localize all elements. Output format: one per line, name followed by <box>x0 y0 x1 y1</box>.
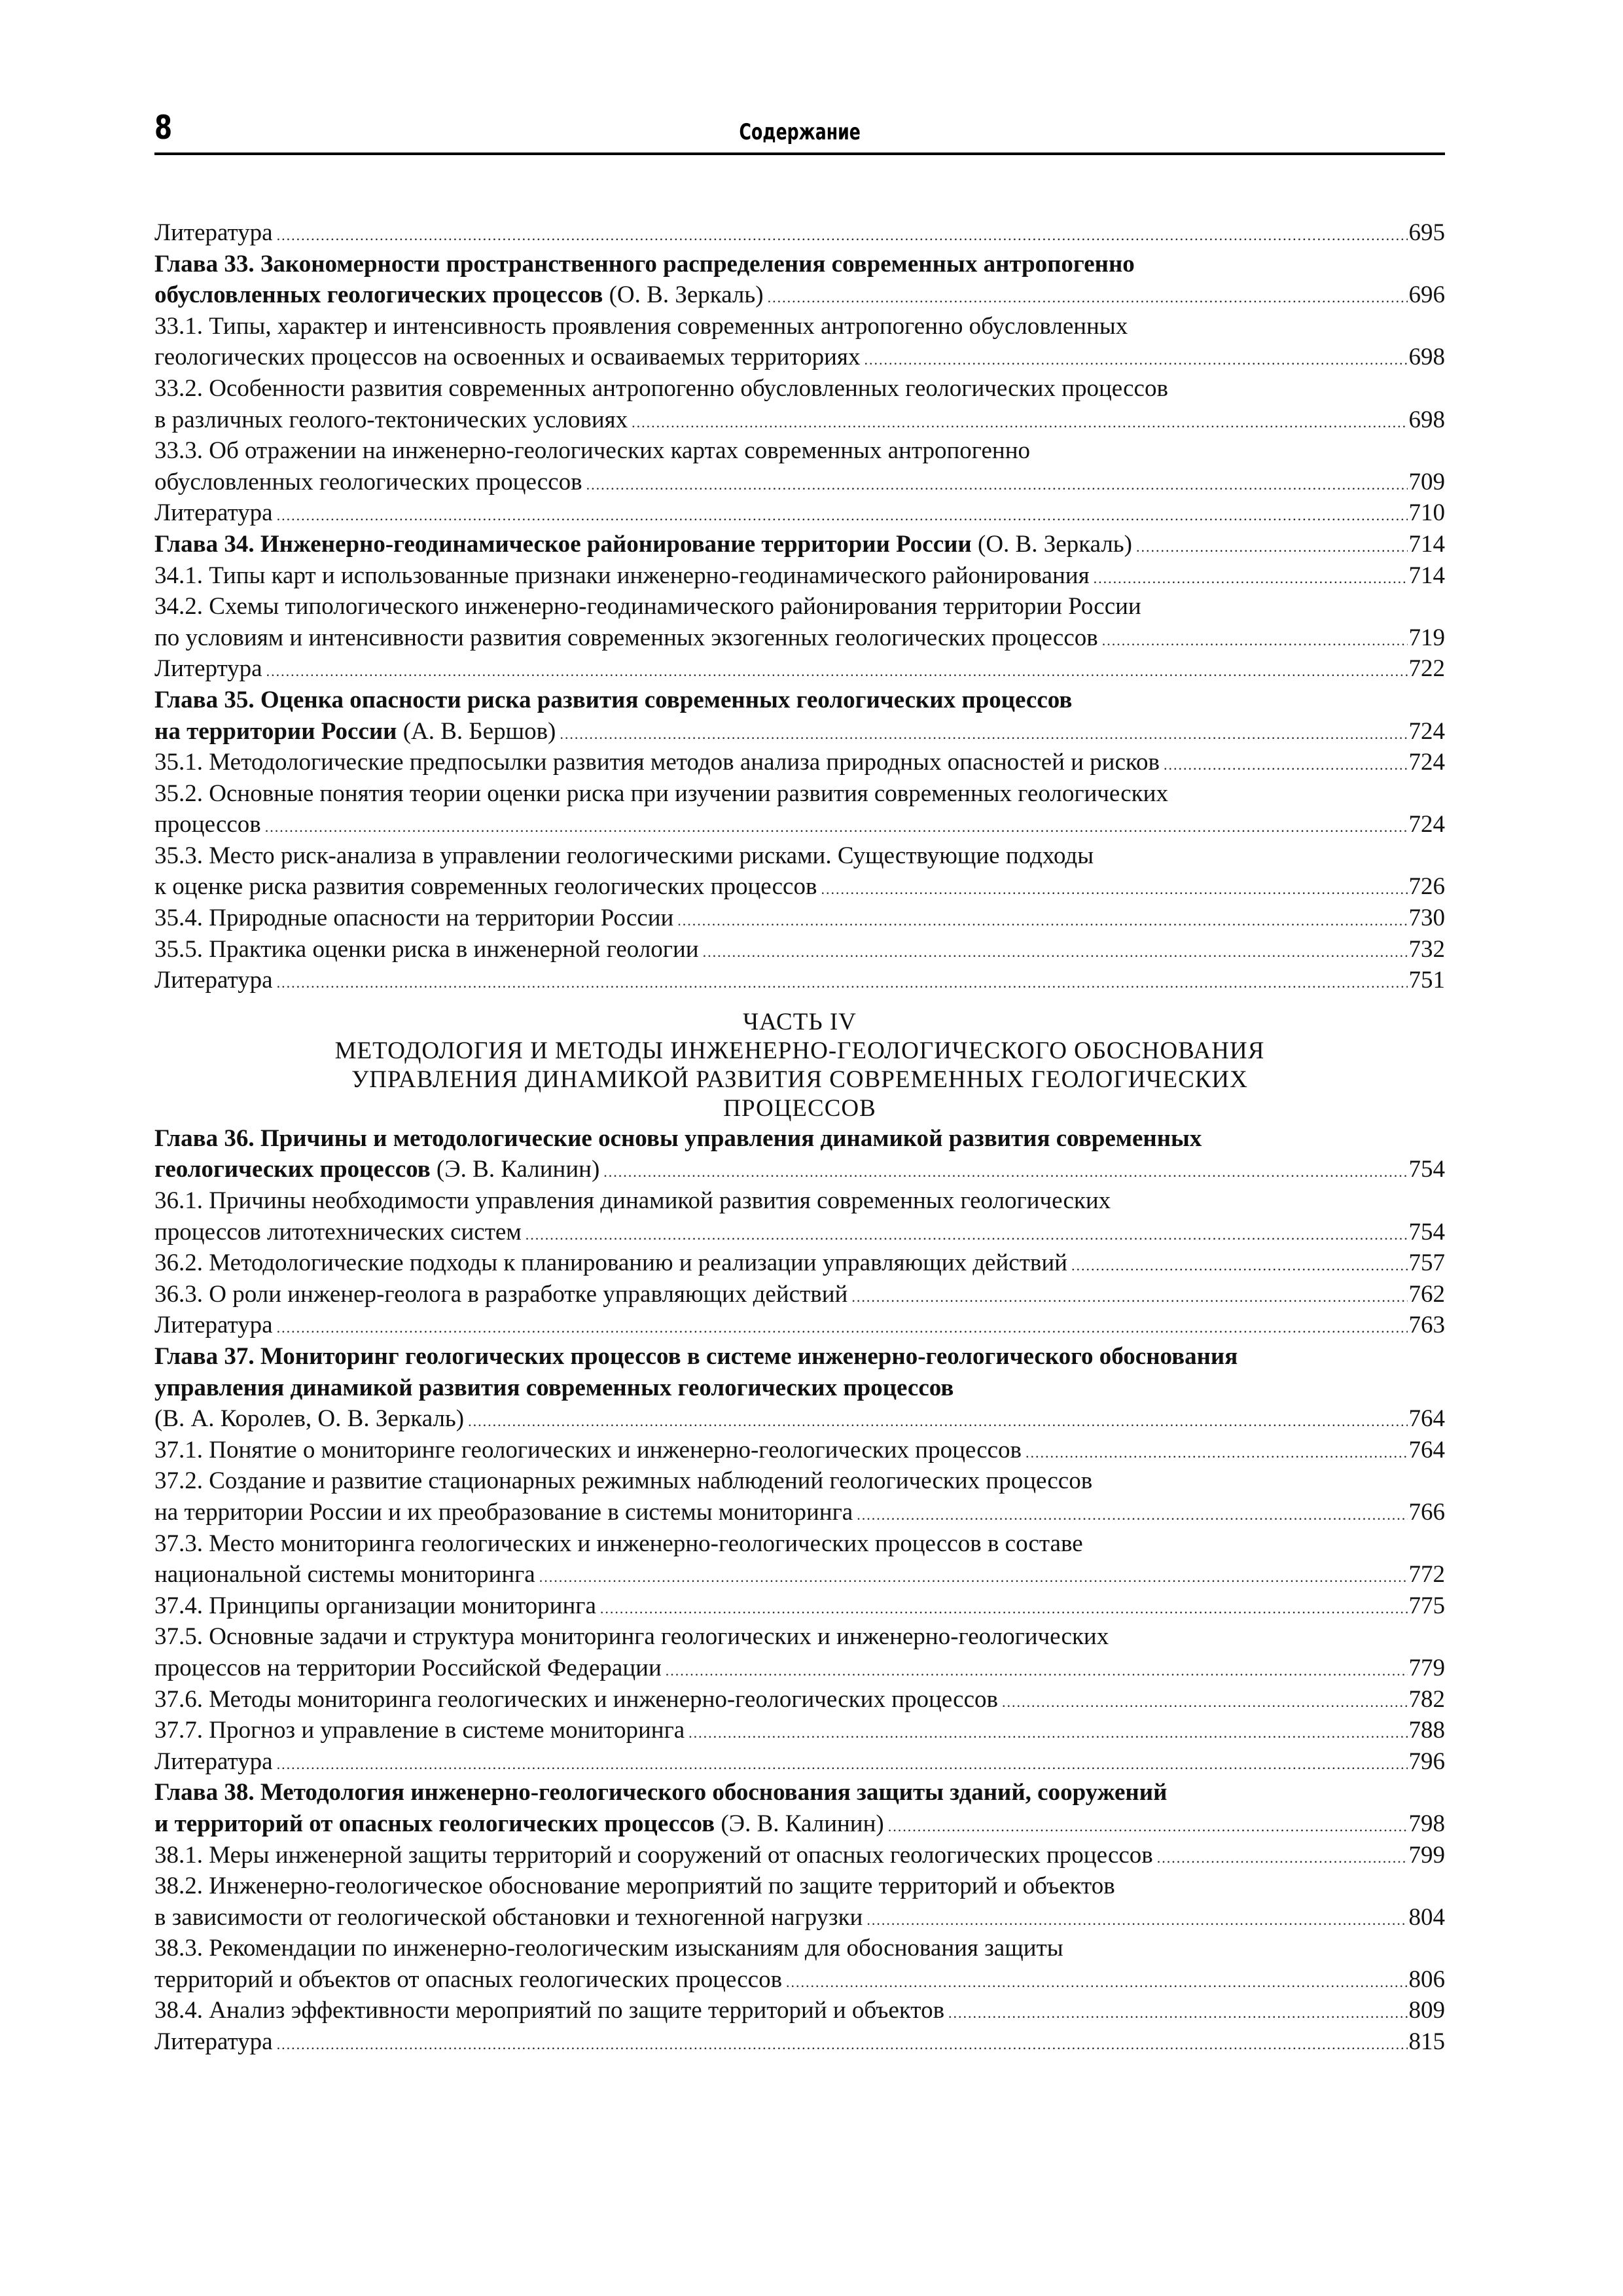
dot-leader <box>948 1998 1407 2029</box>
entry-title: 37.4. Принципы организации мониторинга <box>154 1592 596 1619</box>
dot-leader <box>1136 531 1407 563</box>
page-number: 8 <box>154 109 173 147</box>
toc-section-entry[interactable] <box>154 1995 1445 2026</box>
toc-section-entry[interactable] <box>154 311 1445 373</box>
dot-leader <box>1102 625 1408 656</box>
entry-title: Литература <box>154 1748 273 1775</box>
entry-title: процессов литотехнических систем <box>154 1218 522 1246</box>
toc-line <box>154 1403 1445 1435</box>
toc-line-text <box>154 778 1168 810</box>
page-ref[interactable]: 696 <box>1408 281 1445 309</box>
toc-references-entry[interactable] <box>154 2026 1445 2058</box>
toc-line-text <box>154 373 1168 404</box>
toc-line-text <box>154 1746 273 1778</box>
toc-line-text <box>154 435 1030 467</box>
dot-leader <box>600 1593 1408 1624</box>
entry-title: 37.2. Создание и развитие стационарных режимных наблюдений геологических процессов <box>154 1467 1093 1495</box>
toc-line-text <box>154 1840 1153 1871</box>
toc-section-entry[interactable] <box>154 1871 1445 1933</box>
page-ref[interactable]: 722 <box>1408 655 1445 683</box>
page-ref[interactable]: 772 <box>1408 1561 1445 1588</box>
toc-line <box>154 1528 1445 1560</box>
toc-line <box>154 685 1445 716</box>
toc-line <box>154 404 1445 436</box>
toc-line-text <box>154 1902 863 1933</box>
entry-title: территорий и объектов от опасных геологических процессов <box>154 1965 783 1993</box>
page-ref[interactable]: 766 <box>1408 1498 1445 1526</box>
dot-leader <box>277 1312 1408 1344</box>
toc-line <box>154 809 1445 840</box>
entry-title: Литература <box>154 967 273 994</box>
toc-section-entry[interactable] <box>154 1528 1445 1590</box>
page-ref[interactable]: 709 <box>1408 468 1445 495</box>
dot-leader <box>1071 1250 1408 1282</box>
toc-chapter-entry[interactable] <box>154 685 1445 747</box>
entry-title: 35.3. Место риск-анализа в управлении геологическими рисками. Существующие подходы <box>154 842 1094 869</box>
dot-leader <box>277 500 1408 531</box>
toc-line-text <box>154 217 273 249</box>
dot-leader <box>1094 563 1408 594</box>
table-of-contents <box>154 217 1445 2058</box>
entry-title: 37.7. Прогноз и управление в системе мониторинга <box>154 1717 685 1744</box>
page-ref[interactable]: 726 <box>1408 873 1445 901</box>
toc-section-entry[interactable] <box>154 373 1445 435</box>
entry-title: 36.1. Причины необходимости управления динамикой развития современных геологических <box>154 1187 1111 1215</box>
entry-title: 35.5. Практика оценки риска в инженерной геологии <box>154 935 699 963</box>
toc-line-text <box>154 1185 1111 1217</box>
entry-title: 33.2. Особенности развития современных антропогенно обусловленных геологических процессов <box>154 374 1168 402</box>
toc-line-text <box>154 1217 522 1248</box>
toc-line-text <box>154 404 628 436</box>
dot-leader <box>632 407 1407 439</box>
toc-line <box>154 1840 1445 1871</box>
entry-title: 34.2. Схемы типологического инженерно-геодинамического районирования территории России <box>154 593 1141 620</box>
entry-title: процессов на территории Российской Федерации <box>154 1654 662 1681</box>
toc-line <box>154 1871 1445 1902</box>
toc-references-entry[interactable] <box>154 217 1445 249</box>
toc-line <box>154 1995 1445 2026</box>
toc-line-text <box>154 1279 847 1310</box>
dot-leader <box>1164 749 1408 781</box>
entry-title: 37.6. Методы мониторинга геологических и инженерно-геологических процессов <box>154 1685 998 1713</box>
toc-section-entry[interactable] <box>154 1465 1445 1528</box>
toc-line <box>154 2026 1445 2058</box>
dot-leader <box>1026 1437 1407 1469</box>
chapter-title: Глава 34. Инженерно-геодинамическое районирование территории России <box>154 530 972 558</box>
chapter-author: (Э. В. Калинин) <box>715 1810 884 1837</box>
toc-line-text <box>154 1497 853 1528</box>
page-ref[interactable]: 754 <box>1408 1156 1445 1183</box>
page-ref[interactable]: 798 <box>1408 1810 1445 1837</box>
entry-title: в различных геолого-тектонических условиях <box>154 406 628 433</box>
dot-leader <box>703 937 1408 968</box>
chapter-author: (А. В. Бершов) <box>397 717 556 745</box>
toc-line <box>154 1310 1445 1341</box>
page-ref[interactable]: 724 <box>1408 811 1445 838</box>
toc-line <box>154 1247 1445 1279</box>
chapter-author: (О. В. Зеркаль) <box>971 530 1133 558</box>
page-ref[interactable]: 698 <box>1408 344 1445 371</box>
chapter-title: Глава 33. Закономерности пространственного распределения современных антропогенно <box>154 250 1135 278</box>
header-rule <box>154 152 1445 155</box>
dot-leader <box>866 1905 1407 1936</box>
toc-line <box>154 840 1445 872</box>
toc-line-text <box>154 1715 685 1746</box>
toc-line <box>154 1808 1445 1840</box>
dot-leader <box>821 874 1407 905</box>
toc-line <box>154 653 1445 685</box>
running-title-text: Содержание <box>739 119 861 145</box>
toc-line <box>154 716 1445 747</box>
toc-line <box>154 747 1445 778</box>
toc-chapter-entry[interactable] <box>154 529 1445 560</box>
dot-leader <box>851 1282 1407 1313</box>
toc-line-text <box>154 1871 1115 1902</box>
entry-title: 37.5. Основные задачи и структура мониторинга геологических и инженерно-геологических <box>154 1623 1109 1651</box>
entry-title: 33.1. Типы, характер и интенсивность проявления современных антропогенно обусловленных <box>154 312 1128 340</box>
page-ref[interactable]: 788 <box>1408 1717 1445 1744</box>
dot-leader <box>666 1655 1408 1687</box>
toc-line <box>154 1123 1445 1155</box>
toc-line-text <box>154 1123 1202 1155</box>
toc-line-text <box>154 1465 1092 1497</box>
toc-section-entry[interactable] <box>154 1621 1445 1683</box>
toc-line <box>154 1684 1445 1715</box>
toc-line <box>154 1964 1445 1996</box>
toc-section-entry[interactable] <box>154 1684 1445 1715</box>
toc-section-entry[interactable] <box>154 1435 1445 1466</box>
chapter-title: Глава 37. Мониторинг геологических процессов в системе инженерно-геологического обоснования <box>154 1343 1238 1370</box>
entry-title: по условиям и интенсивности развития современных экзогенных геологических процессов <box>154 624 1098 651</box>
dot-leader <box>468 1406 1407 1437</box>
toc-line <box>154 903 1445 934</box>
entry-title: 35.1. Методологические предпосылки развития методов анализа природных опасностей и рисков <box>154 749 1160 776</box>
chapter-title: геологических процессов <box>154 1156 431 1183</box>
toc-line <box>154 871 1445 903</box>
running-title <box>154 119 1445 145</box>
entry-title: 37.3. Место мониторинга геологических и инженерно-геологических процессов в составе <box>154 1530 1083 1557</box>
dot-leader <box>1157 1842 1408 1874</box>
page-ref[interactable]: 779 <box>1408 1654 1445 1681</box>
toc-line <box>154 1341 1445 1372</box>
toc-line <box>154 1497 1445 1528</box>
toc-line-text <box>154 1372 954 1404</box>
chapter-title: и территорий от опасных геологических процессов <box>154 1810 715 1837</box>
toc-line-text <box>154 1684 998 1715</box>
toc-line <box>154 1465 1445 1497</box>
entry-title: 34.1. Типы карт и использованные признаки инженерно-геодинамического районирования <box>154 562 1090 589</box>
page-ref[interactable]: 804 <box>1408 1903 1445 1931</box>
toc-section-part4 <box>154 1123 1445 2058</box>
toc-line-text <box>154 1528 1083 1560</box>
page-ref[interactable]: 751 <box>1408 967 1445 994</box>
toc-section-entry[interactable] <box>154 560 1445 592</box>
page-ref[interactable]: 724 <box>1408 749 1445 776</box>
entry-title: 38.4. Анализ эффективности мероприятий по защите территорий и объектов <box>154 1997 945 2024</box>
toc-line <box>154 1746 1445 1778</box>
toc-line <box>154 591 1445 622</box>
toc-line <box>154 1777 1445 1808</box>
toc-line-text <box>154 1310 273 1341</box>
dot-leader <box>857 1499 1407 1531</box>
page-ref[interactable]: 815 <box>1408 2028 1445 2056</box>
entry-title: 37.1. Понятие о мониторинге геологических и инженерно-геологических процессов <box>154 1436 1022 1463</box>
toc-section-entry[interactable] <box>154 747 1445 778</box>
page-ref[interactable]: 764 <box>1408 1405 1445 1433</box>
toc-section-part3-tail <box>154 217 1445 996</box>
toc-line-text <box>154 311 1128 342</box>
toc-chapter-entry[interactable] <box>154 1123 1445 1185</box>
toc-line <box>154 529 1445 560</box>
part-title-line: МЕТОДОЛОГИЯ И МЕТОДЫ ИНЖЕНЕРНО-ГЕОЛОГИЧЕСКОГО ОБОСНОВАНИЯ <box>334 1037 1265 1064</box>
toc-line <box>154 1154 1445 1185</box>
toc-line-text <box>154 903 673 934</box>
toc-section-entry[interactable] <box>154 591 1445 653</box>
entry-title: 35.2. Основные понятия теории оценки риска при изучении развития современных геологических <box>154 780 1168 807</box>
chapter-title: Глава 38. Методология инженерно-геологического обоснования защиты зданий, сооружений <box>154 1779 1168 1806</box>
dot-leader <box>603 1157 1407 1188</box>
dot-leader <box>864 344 1407 376</box>
dot-leader <box>677 905 1407 937</box>
toc-line <box>154 1185 1445 1217</box>
page-ref[interactable]: 799 <box>1408 1841 1445 1869</box>
toc-line <box>154 622 1445 654</box>
dot-leader <box>560 719 1407 750</box>
toc-line <box>154 467 1445 498</box>
dot-leader <box>1002 1687 1408 1718</box>
toc-line <box>154 1590 1445 1622</box>
entry-title: на территории России и их преобразование в системы мониторинга <box>154 1498 853 1526</box>
toc-line-text <box>154 1154 599 1185</box>
chapter-author: (О. В. Зеркаль) <box>603 281 764 309</box>
page-ref[interactable]: 809 <box>1408 1997 1445 2024</box>
toc-line <box>154 1217 1445 1248</box>
toc-section-entry[interactable] <box>154 934 1445 965</box>
toc-line-text <box>154 1995 944 2026</box>
entry-title: Литертура <box>154 655 262 683</box>
toc-line <box>154 1559 1445 1590</box>
page-ref[interactable]: 762 <box>1408 1280 1445 1308</box>
entry-title: процессов <box>154 811 261 838</box>
toc-section-entry[interactable] <box>154 1840 1445 1871</box>
entry-title: 36.2. Методологические подходы к планированию и реализации управляющих действий <box>154 1249 1067 1277</box>
toc-chapter-entry[interactable] <box>154 1777 1445 1839</box>
chapter-title: обусловленных геологических процессов <box>154 281 603 309</box>
toc-line-text <box>154 279 764 311</box>
entry-title: обусловленных геологических процессов <box>154 468 582 495</box>
entry-title: Литература <box>154 499 273 527</box>
entry-title: Литература <box>154 2028 273 2056</box>
dot-leader <box>688 1717 1407 1749</box>
toc-references-entry[interactable] <box>154 653 1445 685</box>
page-ref[interactable]: 754 <box>1408 1218 1445 1246</box>
toc-section-entry[interactable] <box>154 1247 1445 1279</box>
part-label: ЧАСТЬ IV <box>743 1008 857 1035</box>
toc-line-text <box>154 1808 884 1840</box>
toc-line-text <box>154 1933 1063 1964</box>
toc-line-text <box>154 1964 782 1996</box>
toc-line-text <box>154 342 860 373</box>
toc-section-entry[interactable] <box>154 1933 1445 1995</box>
toc-references-entry[interactable] <box>154 965 1445 996</box>
toc-line-text <box>154 840 1094 872</box>
page-ref[interactable]: 732 <box>1408 935 1445 963</box>
toc-line <box>154 373 1445 404</box>
page-ref[interactable]: 714 <box>1408 530 1445 558</box>
page-ref[interactable]: 698 <box>1408 406 1445 433</box>
toc-line-text <box>154 529 1132 560</box>
toc-section-entry[interactable] <box>154 1185 1445 1247</box>
toc-line-text <box>154 591 1141 622</box>
dot-leader <box>266 656 1408 687</box>
entry-title: 35.4. Природные опасности на территории России <box>154 905 674 932</box>
entry-title: (В. А. Королев, О. В. Зеркаль) <box>154 1405 465 1433</box>
dot-leader <box>277 220 1408 251</box>
toc-line-text <box>154 809 261 840</box>
toc-line <box>154 217 1445 249</box>
part-title-line: УПРАВЛЕНИЯ ДИНАМИКОЙ РАЗВИТИЯ СОВРЕМЕННЫХ ГЕОЛОГИЧЕСКИХ <box>351 1066 1248 1093</box>
toc-line <box>154 965 1445 996</box>
chapter-title: на территории России <box>154 717 397 745</box>
toc-line-text <box>154 1621 1109 1653</box>
toc-line-text <box>154 871 817 903</box>
page-ref[interactable]: 775 <box>1408 1592 1445 1619</box>
toc-references-entry[interactable] <box>154 497 1445 529</box>
toc-line <box>154 435 1445 467</box>
dot-leader <box>586 469 1408 501</box>
dot-leader <box>539 1562 1408 1593</box>
toc-line-text <box>154 467 582 498</box>
toc-section-entry[interactable] <box>154 903 1445 934</box>
entry-title: 38.3. Рекомендации по инженерно-геологическим изысканиям для обоснования защиты <box>154 1935 1063 1962</box>
toc-line-text <box>154 2026 273 2058</box>
toc-line-text <box>154 747 1160 778</box>
page-ref[interactable]: 719 <box>1408 624 1445 651</box>
toc-line-text <box>154 934 699 965</box>
page-ref[interactable]: 764 <box>1408 1436 1445 1463</box>
toc-line-text <box>154 1653 662 1684</box>
page-ref[interactable]: 695 <box>1408 219 1445 246</box>
dot-leader <box>265 812 1408 843</box>
entry-title: в зависимости от геологической обстановки и техногенной нагрузки <box>154 1903 863 1931</box>
toc-chapter-entry[interactable] <box>154 1341 1445 1435</box>
toc-line <box>154 778 1445 810</box>
toc-references-entry[interactable] <box>154 1310 1445 1341</box>
toc-line-text <box>154 1559 535 1590</box>
page-ref[interactable]: 724 <box>1408 717 1445 745</box>
entry-title: 33.3. Об отражении на инженерно-геологических картах современных антропогенно <box>154 437 1030 465</box>
toc-section-entry[interactable] <box>154 1590 1445 1622</box>
toc-line-text <box>154 685 1072 716</box>
toc-line-text <box>154 497 273 529</box>
toc-line-text <box>154 1435 1022 1466</box>
chapter-title: Глава 35. Оценка опасности риска развития современных геологических процессов <box>154 686 1073 713</box>
toc-line <box>154 342 1445 373</box>
toc-line <box>154 279 1445 311</box>
entry-title: Литература <box>154 219 273 246</box>
part-title-line: ПРОЦЕССОВ <box>723 1094 876 1122</box>
toc-section-entry[interactable] <box>154 435 1445 497</box>
toc-line-text <box>154 1403 464 1435</box>
toc-line <box>154 1715 1445 1746</box>
dot-leader <box>277 2029 1408 2060</box>
page-ref[interactable]: 710 <box>1408 499 1445 527</box>
toc-line <box>154 311 1445 342</box>
toc-line-text <box>154 249 1135 280</box>
page-ref[interactable]: 757 <box>1408 1249 1445 1277</box>
toc-line-text <box>154 1590 596 1622</box>
toc-line-text <box>154 1247 1067 1279</box>
toc-line-text <box>154 622 1098 654</box>
part-heading <box>154 996 1445 1123</box>
toc-section-entry[interactable] <box>154 1715 1445 1746</box>
toc-line-text <box>154 653 262 685</box>
toc-section-entry[interactable] <box>154 1279 1445 1310</box>
running-head <box>154 105 1445 154</box>
page-ref[interactable]: 806 <box>1408 1965 1445 1993</box>
dot-leader <box>277 967 1408 999</box>
toc-line-text <box>154 965 273 996</box>
page-ref[interactable]: 796 <box>1408 1748 1445 1775</box>
toc-line <box>154 1933 1445 1964</box>
toc-line <box>154 497 1445 529</box>
page-ref[interactable]: 763 <box>1408 1312 1445 1339</box>
toc-line <box>154 1435 1445 1466</box>
entry-title: геологических процессов на освоенных и осваиваемых территориях <box>154 344 861 371</box>
toc-line <box>154 1621 1445 1653</box>
chapter-title: управления динамикой развития современных геологических процессов <box>154 1374 954 1401</box>
entry-title: 38.2. Инженерно-геологическое обоснование мероприятий по защите территорий и объектов <box>154 1873 1115 1900</box>
page-ref[interactable]: 730 <box>1408 905 1445 932</box>
toc-section-entry[interactable] <box>154 840 1445 903</box>
toc-references-entry[interactable] <box>154 1746 1445 1778</box>
toc-line <box>154 1902 1445 1933</box>
toc-line-text <box>154 1777 1167 1808</box>
page-ref[interactable]: 714 <box>1408 562 1445 589</box>
entry-title: к оценке риска развития современных геологических процессов <box>154 873 817 901</box>
dot-leader <box>888 1811 1408 1842</box>
dot-leader <box>277 1749 1408 1780</box>
toc-line <box>154 249 1445 280</box>
toc-line <box>154 934 1445 965</box>
toc-section-entry[interactable] <box>154 778 1445 840</box>
toc-line <box>154 560 1445 592</box>
chapter-title: Глава 36. Причины и методологические основы управления динамикой развития современных <box>154 1124 1202 1152</box>
dot-leader <box>526 1219 1408 1251</box>
toc-line <box>154 1279 1445 1310</box>
toc-chapter-entry[interactable] <box>154 249 1445 311</box>
toc-line <box>154 1653 1445 1684</box>
toc-line-text <box>154 716 556 747</box>
toc-line <box>154 1372 1445 1404</box>
entry-title: 36.3. О роли инженер-геолога в разработке управляющих действий <box>154 1280 848 1308</box>
entry-title: 38.1. Меры инженерной защиты территорий и сооружений от опасных геологических процессов <box>154 1841 1153 1869</box>
entry-title: национальной системы мониторинга <box>154 1561 535 1588</box>
toc-line-text <box>154 560 1090 592</box>
dot-leader <box>768 282 1408 314</box>
toc-line-text <box>154 1341 1238 1372</box>
page-ref[interactable]: 782 <box>1408 1685 1445 1713</box>
entry-title: Литература <box>154 1312 273 1339</box>
dot-leader <box>786 1967 1407 1998</box>
chapter-author: (Э. В. Калинин) <box>430 1156 600 1183</box>
